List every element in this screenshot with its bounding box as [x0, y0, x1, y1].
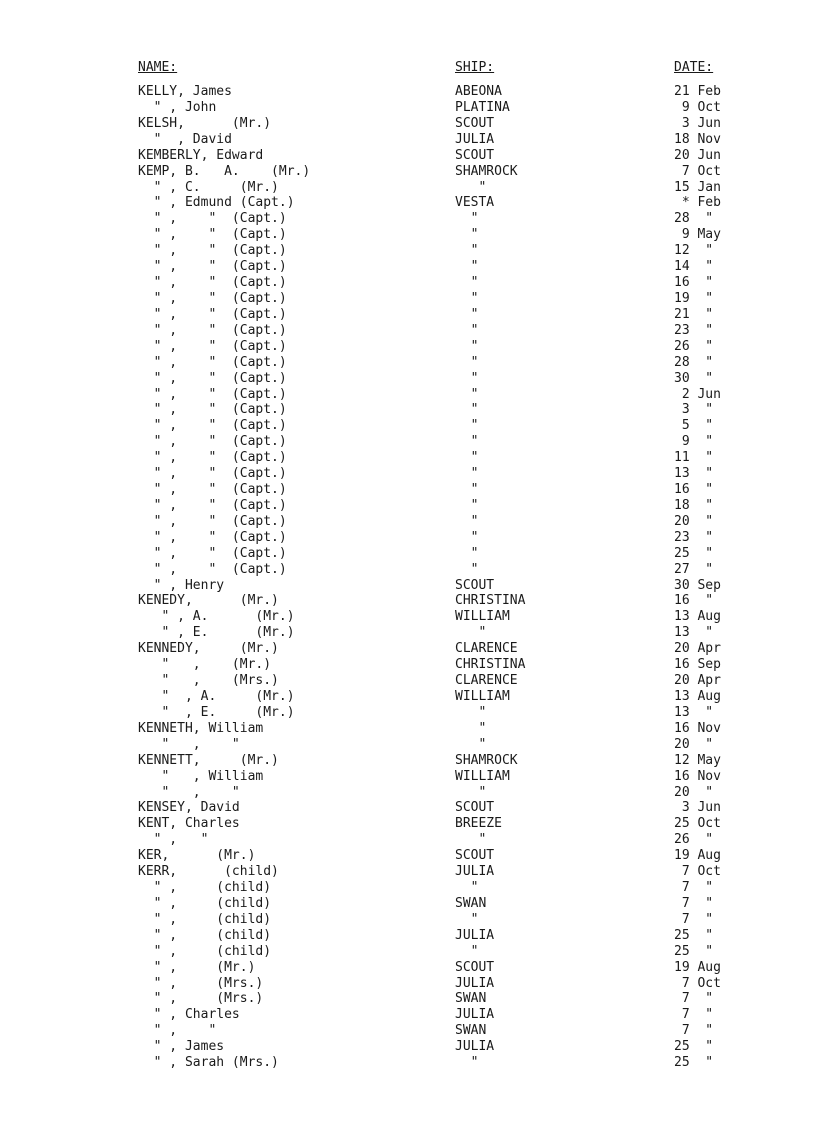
arrival-date: 20 Jun [674, 147, 721, 163]
table-row [0, 482, 816, 498]
table-row [0, 705, 816, 721]
arrival-date: 2 Jun [674, 386, 721, 402]
arrival-date: 19 " [674, 291, 714, 306]
passenger-name: " , " [138, 832, 209, 848]
ship-name: " [455, 291, 479, 306]
table-row [0, 960, 816, 976]
arrival-date: 16 " [674, 482, 714, 497]
table-row [0, 578, 816, 594]
arrival-date: 13 Aug [674, 689, 721, 704]
passenger-name: KERR, (child) [138, 864, 279, 880]
passenger-name: " , " (Capt.) [138, 386, 287, 402]
arrival-date: 20 " [674, 513, 714, 529]
table-row [0, 402, 816, 418]
table-row [0, 721, 816, 737]
arrival-date: * Feb [674, 195, 721, 211]
passenger-name: " , " (Capt.) [138, 227, 287, 243]
ship-name: " [455, 402, 479, 418]
arrival-date: 19 Aug [674, 848, 721, 864]
table-row [0, 976, 816, 992]
arrival-date: 21 Feb [674, 84, 721, 99]
table-row [0, 259, 816, 275]
ship-name: SCOUT [455, 147, 495, 163]
passenger-name: " , " (Capt.) [138, 306, 287, 322]
passenger-name: " , " (Capt.) [138, 482, 287, 497]
passenger-name: KELSH, (Mr.) [138, 115, 272, 131]
passenger-name: " , " (Capt.) [138, 545, 287, 561]
arrival-date: 26 " [674, 338, 714, 354]
arrival-date: 20 Apr [674, 673, 721, 688]
table-row [0, 673, 816, 689]
arrival-date: 7 Oct [674, 163, 721, 179]
passenger-name: " , " (Capt.) [138, 402, 287, 418]
table-row [0, 625, 816, 641]
table-row [0, 912, 816, 928]
ship-name: " [455, 418, 479, 434]
ship-name: " [455, 322, 479, 338]
passenger-name: " , " [138, 1023, 217, 1039]
arrival-date: 13 " [674, 625, 714, 641]
passenger-name: " , " (Capt.) [138, 497, 287, 513]
ship-name: " [455, 943, 479, 959]
passenger-name: " , " (Capt.) [138, 243, 287, 259]
table-row [0, 769, 816, 785]
table-row [0, 928, 816, 944]
arrival-date: 19 Aug [674, 959, 721, 975]
ship-name: " [455, 625, 487, 641]
table-row [0, 944, 816, 960]
ship-name: SWAN [455, 1023, 487, 1039]
passenger-name: " , A. (Mr.) [138, 609, 295, 625]
ship-name: " [455, 704, 487, 720]
arrival-date: 11 " [674, 450, 714, 466]
arrival-date: 30 Sep [674, 577, 721, 593]
passenger-name: " , E. (Mr.) [138, 704, 295, 720]
arrival-date: 7 Oct [674, 864, 721, 880]
table-row [0, 689, 816, 705]
arrival-date: 7 " [674, 1007, 714, 1023]
ship-header: SHIP: [455, 60, 495, 75]
table-row [0, 1007, 816, 1023]
table-row [0, 355, 816, 371]
arrival-date: 27 " [674, 561, 714, 577]
passenger-name: " , (Mr.) [138, 657, 272, 673]
table-row [0, 275, 816, 291]
table-row [0, 211, 816, 227]
passenger-name: KELLY, James [138, 84, 232, 99]
passenger-name: " , (Mrs.) [138, 975, 264, 991]
ship-name: JULIA [455, 927, 495, 943]
passenger-name: " , James [138, 1039, 225, 1055]
ship-name: " [455, 911, 479, 927]
table-row [0, 180, 816, 196]
arrival-date: 25 " [674, 1055, 714, 1071]
table-row [0, 466, 816, 482]
ship-name: " [455, 466, 479, 482]
ship-name: SHAMROCK [455, 752, 518, 768]
ship-name: CHRISTINA [455, 657, 526, 673]
arrival-date: 7 Oct [674, 975, 721, 991]
arrival-date: 15 Jan [674, 179, 721, 195]
table-row [0, 896, 816, 912]
passenger-name: " , " (Capt.) [138, 434, 287, 450]
passenger-name: " , David [138, 131, 232, 147]
name-header: NAME: [138, 60, 178, 75]
passenger-name: " , " (Capt.) [138, 561, 287, 577]
table-row [0, 1055, 816, 1071]
passenger-name: KENT, Charles [138, 816, 240, 832]
ship-name: SCOUT [455, 800, 495, 816]
passenger-name: KENSEY, David [138, 800, 240, 816]
passenger-name: " , Charles [138, 1007, 240, 1023]
table-row [0, 800, 816, 816]
passenger-name: " , " (Capt.) [138, 322, 287, 338]
table-row [0, 100, 816, 116]
table-row [0, 880, 816, 896]
ship-name: " [455, 736, 487, 752]
table-row [0, 418, 816, 434]
passenger-name: " , (child) [138, 880, 272, 895]
table-row [0, 514, 816, 530]
passenger-name: " , (Mrs.) [138, 991, 264, 1007]
arrival-date: 9 Oct [674, 99, 721, 115]
table-row [0, 371, 816, 387]
passenger-name: " , " [138, 784, 240, 800]
ship-name: JULIA [455, 1007, 495, 1023]
passenger-name: " , Edmund (Capt.) [138, 195, 295, 211]
ship-name: SCOUT [455, 577, 495, 593]
passenger-name: " , Sarah (Mrs.) [138, 1055, 279, 1071]
arrival-date: 16 " [674, 593, 714, 609]
table-row [0, 562, 816, 578]
arrival-date: 9 " [674, 434, 714, 450]
arrival-date: 13 " [674, 466, 714, 482]
arrival-date: 7 " [674, 880, 714, 895]
ship-name: ABEONA [455, 84, 502, 99]
arrival-date: 3 " [674, 402, 714, 418]
arrival-date: 23 " [674, 322, 714, 338]
ship-name: SWAN [455, 991, 487, 1007]
ship-name: SHAMROCK [455, 163, 518, 179]
table-row [0, 864, 816, 880]
arrival-date: 3 Jun [674, 800, 721, 816]
arrival-date: 25 " [674, 943, 714, 959]
arrival-date: 23 " [674, 529, 714, 545]
table-row [0, 546, 816, 562]
passenger-name: KENNETT, (Mr.) [138, 752, 279, 768]
arrival-date: 30 " [674, 370, 714, 386]
ship-name: " [455, 1055, 479, 1071]
passenger-name: " , " (Capt.) [138, 370, 287, 386]
table-row [0, 785, 816, 801]
passenger-name: " , " (Capt.) [138, 529, 287, 545]
passenger-name: KEMP, B. A. (Mr.) [138, 163, 311, 179]
arrival-date: 28 " [674, 211, 714, 227]
ship-name: SCOUT [455, 959, 495, 975]
ship-name: WILLIAM [455, 609, 510, 625]
passenger-name: KENNEDY, (Mr.) [138, 641, 279, 657]
ship-name: SCOUT [455, 848, 495, 864]
ship-name: " [455, 561, 479, 577]
table-row [0, 434, 816, 450]
table-row [0, 450, 816, 466]
ship-name: " [455, 227, 479, 243]
table-row [0, 753, 816, 769]
ship-name: " [455, 386, 479, 402]
passenger-name: " , " (Capt.) [138, 211, 287, 227]
passenger-name: " , A. (Mr.) [138, 689, 295, 704]
ship-name: " [455, 306, 479, 322]
arrival-date: 3 Jun [674, 115, 721, 131]
table-row [0, 1023, 816, 1039]
passenger-name: " , " (Capt.) [138, 291, 287, 306]
arrival-date: 26 " [674, 832, 714, 848]
table-row [0, 323, 816, 339]
ship-name: " [455, 832, 487, 848]
table-row [0, 848, 816, 864]
passenger-name: " , E. (Mr.) [138, 625, 295, 641]
table-row [0, 991, 816, 1007]
ship-name: JULIA [455, 975, 495, 991]
table-row [0, 641, 816, 657]
ship-name: " [455, 497, 479, 513]
table-row [0, 291, 816, 307]
arrival-date: 7 " [674, 991, 714, 1007]
passenger-name: " , " (Capt.) [138, 275, 287, 290]
table-row [0, 530, 816, 546]
ship-name: " [455, 243, 479, 259]
passenger-name: " , " (Capt.) [138, 418, 287, 434]
ship-name: CLARENCE [455, 641, 518, 657]
arrival-date: 7 " [674, 1023, 714, 1039]
arrival-date: 13 " [674, 704, 714, 720]
column-headers [0, 60, 816, 76]
ship-name: " [455, 179, 487, 195]
table-row [0, 227, 816, 243]
passenger-name: " , (child) [138, 895, 272, 911]
arrival-date: 16 Sep [674, 657, 721, 673]
arrival-date: 16 " [674, 275, 714, 290]
table-row [0, 593, 816, 609]
arrival-date: 21 " [674, 306, 714, 322]
passenger-name: " , " [138, 736, 240, 752]
table-row [0, 816, 816, 832]
arrival-date: 25 " [674, 927, 714, 943]
passenger-name: " , Henry [138, 577, 225, 593]
passenger-name: KER, (Mr.) [138, 848, 256, 864]
arrival-date: 13 Aug [674, 609, 721, 625]
ship-name: CLARENCE [455, 673, 518, 688]
arrival-date: 18 Nov [674, 131, 721, 147]
arrival-date: 7 " [674, 911, 714, 927]
ship-name: WILLIAM [455, 689, 510, 704]
passenger-name: " , (Mr.) [138, 959, 256, 975]
ship-name: SCOUT [455, 115, 495, 131]
ship-name: JULIA [455, 1039, 495, 1055]
table-row [0, 387, 816, 403]
table-row [0, 132, 816, 148]
ship-name: " [455, 513, 479, 529]
arrival-date: 20 Apr [674, 641, 721, 657]
table-row [0, 657, 816, 673]
arrival-date: 25 " [674, 1039, 714, 1055]
passenger-name: " , (child) [138, 927, 272, 943]
ship-name: " [455, 370, 479, 386]
passenger-name: " , C. (Mr.) [138, 179, 279, 195]
ship-name: " [455, 338, 479, 354]
table-row [0, 498, 816, 514]
ship-name: SWAN [455, 895, 487, 911]
arrival-date: 9 May [674, 227, 721, 243]
passenger-name: " , (child) [138, 943, 272, 959]
passenger-name: KEMBERLY, Edward [138, 147, 264, 163]
table-row [0, 243, 816, 259]
ship-name: " [455, 275, 479, 290]
arrival-date: 20 " [674, 736, 714, 752]
table-row [0, 832, 816, 848]
passenger-name: KENEDY, (Mr.) [138, 593, 279, 609]
passenger-name: KENNETH, William [138, 720, 264, 736]
ship-name: " [455, 529, 479, 545]
arrival-date: 12 " [674, 243, 714, 259]
table-row [0, 339, 816, 355]
ship-name: CHRISTINA [455, 593, 526, 609]
table-row [0, 116, 816, 132]
arrival-date: 28 " [674, 354, 714, 370]
arrival-date: 20 " [674, 784, 714, 800]
arrival-date: 7 " [674, 895, 714, 911]
ship-name: PLATINA [455, 99, 510, 115]
passenger-name: " , John [138, 99, 217, 115]
arrival-date: 16 Nov [674, 720, 721, 736]
table-row [0, 1039, 816, 1055]
ship-name: " [455, 880, 479, 895]
ship-name: JULIA [455, 131, 495, 147]
arrival-date: 12 May [674, 752, 721, 768]
passenger-name: " , " (Capt.) [138, 338, 287, 354]
table-row [0, 307, 816, 323]
arrival-date: 18 " [674, 497, 714, 513]
arrival-date: 14 " [674, 259, 714, 275]
ship-name: " [455, 354, 479, 370]
passenger-name: " , (Mrs.) [138, 673, 279, 688]
ship-name: VESTA [455, 195, 495, 211]
table-row [0, 164, 816, 180]
passenger-name: " , " (Capt.) [138, 466, 287, 482]
ship-name: " [455, 720, 487, 736]
ship-name: JULIA [455, 864, 495, 880]
passenger-name: " , " (Capt.) [138, 450, 287, 466]
ship-name: " [455, 211, 479, 227]
ship-name: " [455, 434, 479, 450]
arrival-date: 25 Oct [674, 816, 721, 832]
ship-name: " [455, 784, 487, 800]
passenger-name: " , (child) [138, 911, 272, 927]
table-row [0, 195, 816, 211]
passenger-name: " , William [138, 768, 264, 784]
ship-name: WILLIAM [455, 768, 510, 784]
table-row [0, 737, 816, 753]
passenger-name: " , " (Capt.) [138, 259, 287, 275]
table-row [0, 84, 816, 100]
ship-name: " [455, 545, 479, 561]
arrival-date: 25 " [674, 545, 714, 561]
passenger-name: " , " (Capt.) [138, 513, 287, 529]
ship-name: BREEZE [455, 816, 502, 832]
ship-name: " [455, 482, 479, 497]
ship-name: " [455, 259, 479, 275]
table-row [0, 148, 816, 164]
passenger-name: " , " (Capt.) [138, 354, 287, 370]
arrival-date: 16 Nov [674, 768, 721, 784]
ship-name: " [455, 450, 479, 466]
date-header: DATE: [674, 60, 714, 75]
arrival-date: 5 " [674, 418, 714, 434]
table-row [0, 609, 816, 625]
